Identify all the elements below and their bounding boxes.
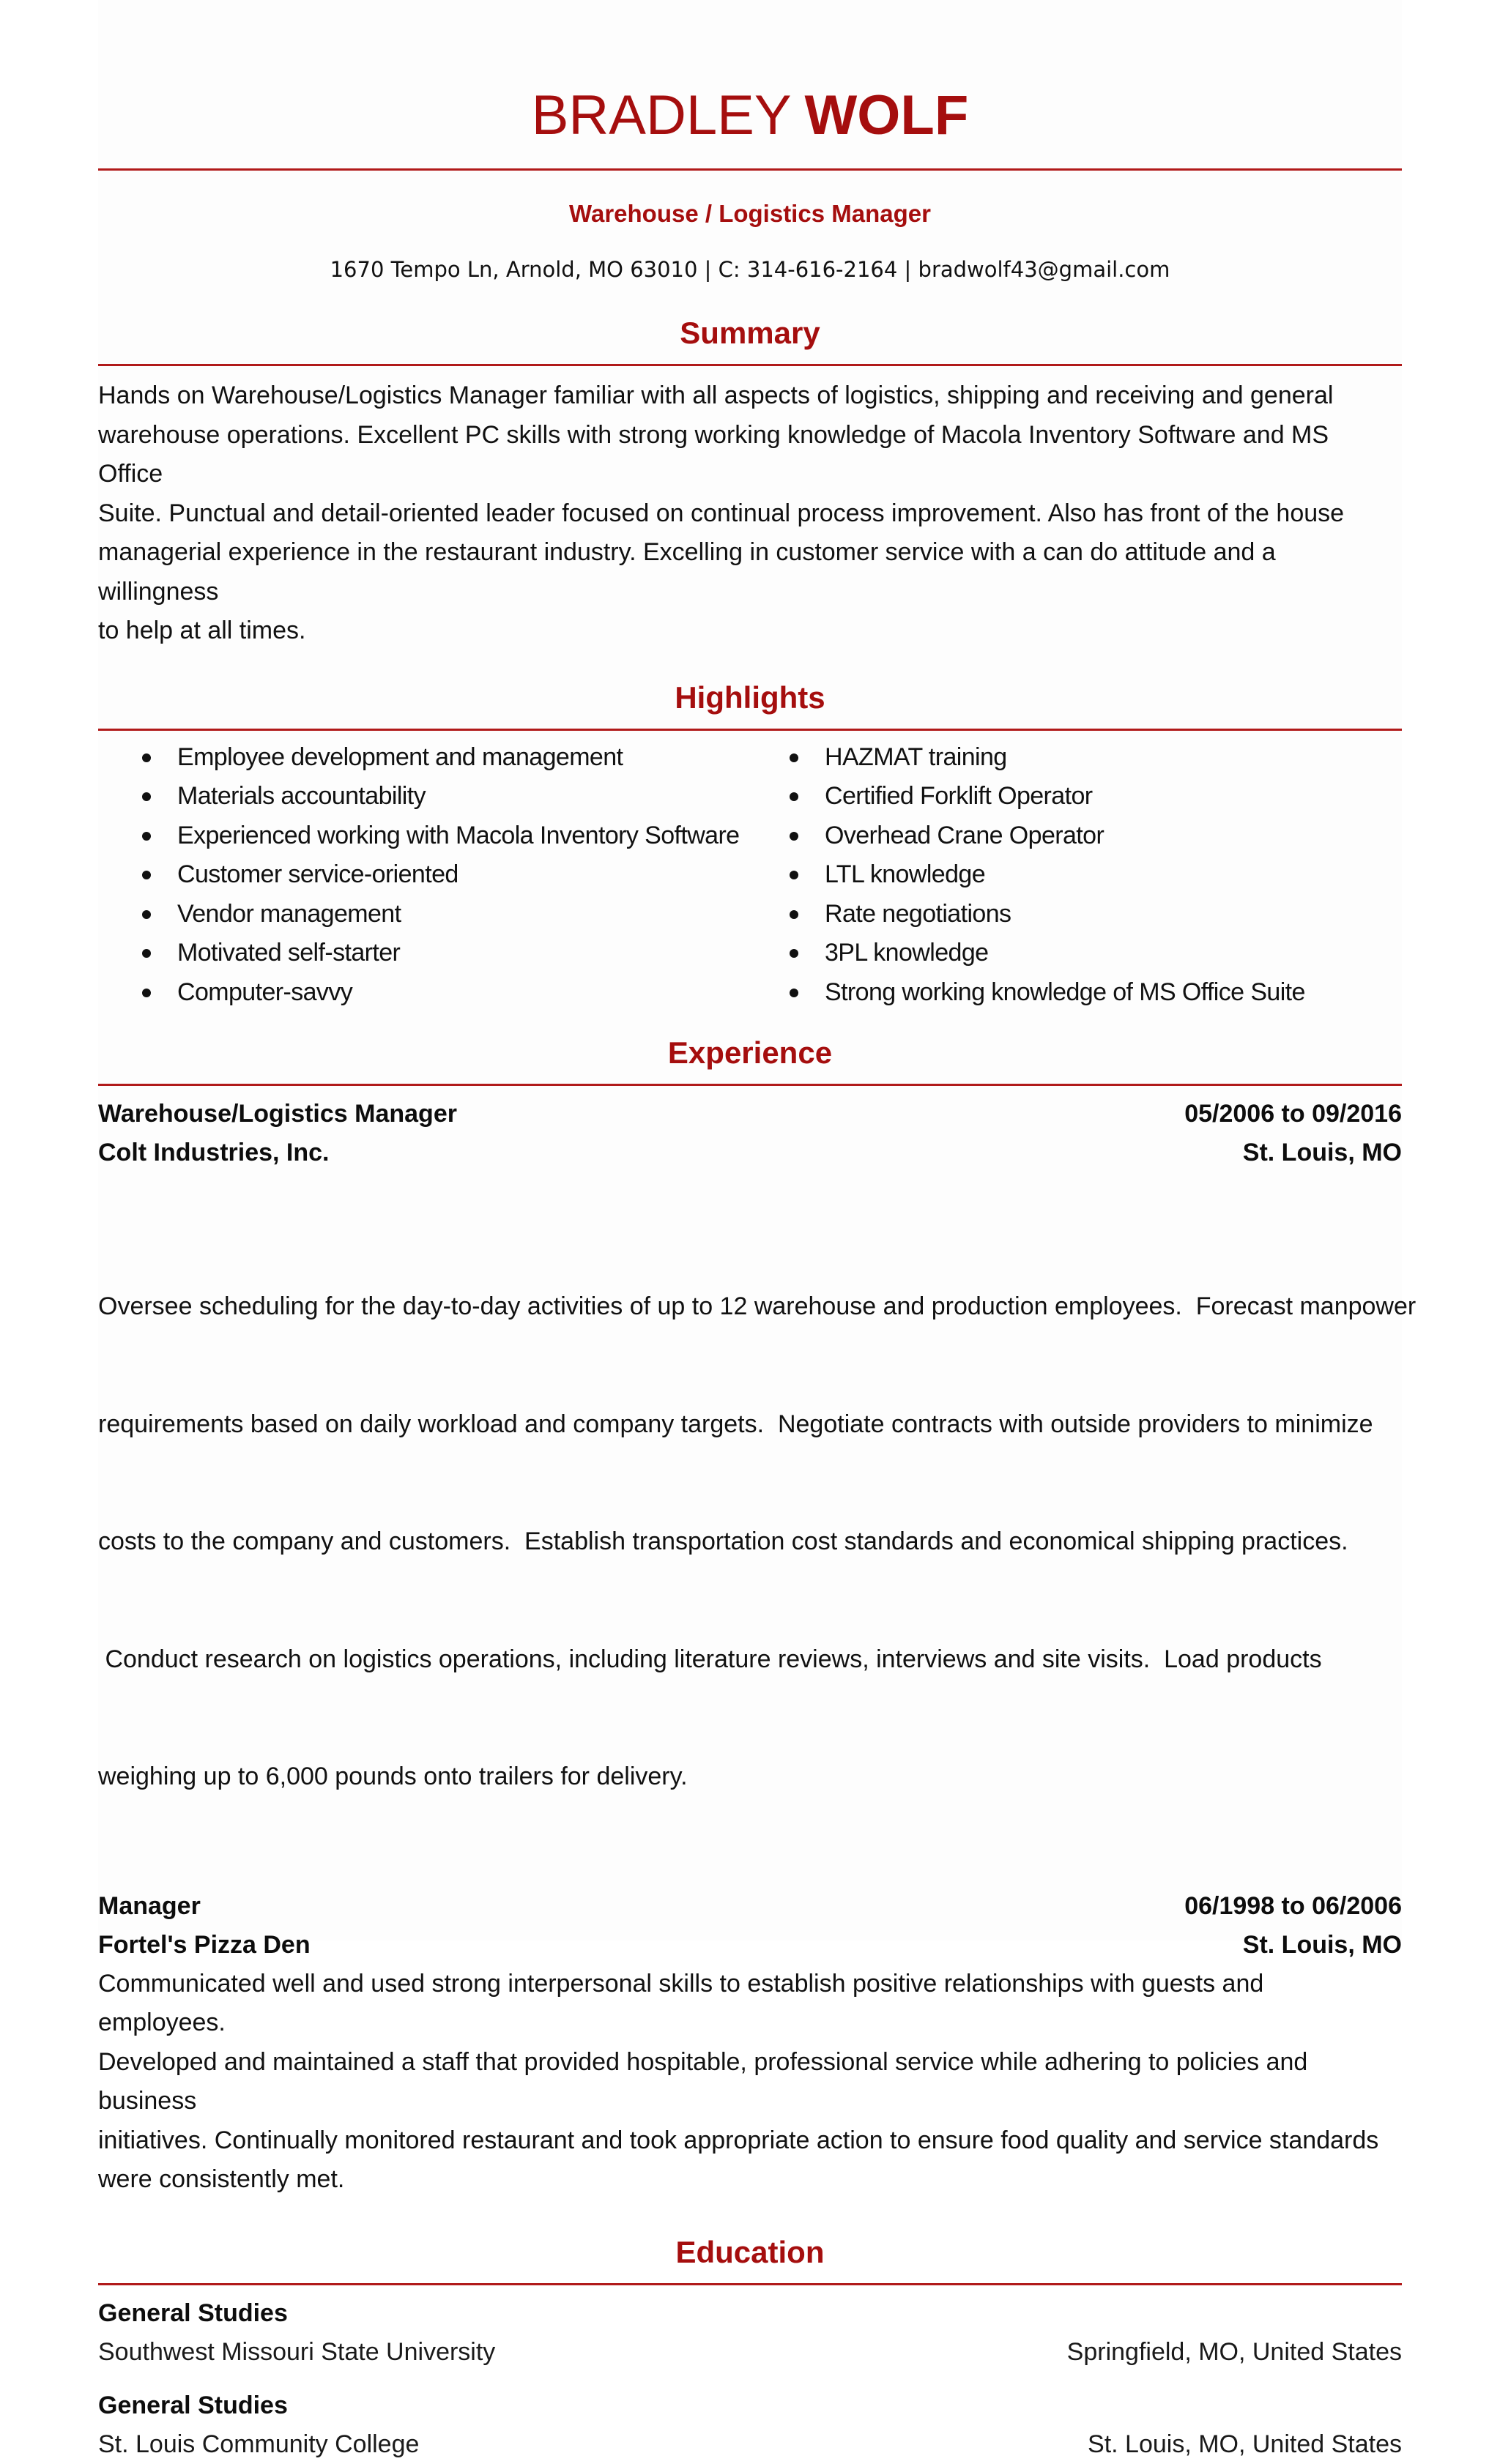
job-description-line: initiatives. Continually monitored restaurant and took appropriate action to ensure food quality and service standards — [98, 2126, 1379, 2154]
education-location: Springfield, MO, United States — [1066, 2337, 1402, 2366]
highlight-item: Certified Forklift Operator — [790, 777, 1402, 816]
highlight-item: Vendor management — [142, 895, 750, 934]
header-divider — [98, 168, 1402, 171]
education-degree: General Studies — [98, 2299, 288, 2327]
summary-line: to help at all times. — [98, 617, 306, 644]
highlight-item: Computer-savvy — [142, 973, 750, 1013]
last-name: WOLF — [804, 84, 969, 146]
highlights-heading: Highlights — [675, 680, 825, 715]
summary-line: Hands on Warehouse/Logistics Manager familiar with all aspects of logistics, shipping and receiving and general — [98, 381, 1334, 409]
summary-line: managerial experience in the restaurant industry. Excelling in customer service with a can do attitude and a willingness — [98, 538, 1276, 606]
highlight-item: LTL knowledge — [790, 855, 1402, 895]
education-school-row — [98, 2333, 1402, 2372]
education-school: Southwest Missouri State University — [98, 2337, 496, 2366]
job-description — [98, 1209, 1417, 1875]
job-position: Warehouse/Logistics Manager — [98, 1100, 457, 1128]
education-section — [98, 2233, 1402, 2464]
job-title: Warehouse / Logistics Manager — [569, 200, 931, 227]
summary-text — [98, 376, 1402, 651]
job-description-line: Conduct research on logistics operations, including literature reviews, interviews and site visits. Load products — [98, 1645, 1322, 1673]
experience-section — [98, 1034, 1417, 2200]
education-location: St. Louis, MO, United States — [1088, 2430, 1402, 2458]
job-entry — [98, 1095, 1417, 1875]
education-school: St. Louis Community College — [98, 2430, 420, 2458]
education-divider — [98, 2283, 1402, 2285]
highlights-left-list — [98, 738, 750, 1013]
education-degree: General Studies — [98, 2391, 288, 2419]
job-company-row — [98, 1926, 1402, 1965]
job-company: Colt Industries, Inc. — [98, 1139, 330, 1166]
job-description — [98, 1965, 1402, 2200]
job-dates: 06/1998 to 06/2006 — [1184, 1891, 1402, 1920]
job-description-line: Communicated well and used strong interpersonal skills to establish positive relationships with guests and employees. — [98, 1969, 1264, 2036]
highlight-item: 3PL knowledge — [790, 934, 1402, 973]
first-name: BRADLEY — [531, 84, 792, 146]
summary-line: Suite. Punctual and detail-oriented leader focused on continual process improvement. Also has front of the house — [98, 499, 1345, 527]
highlight-item: Overhead Crane Operator — [790, 816, 1402, 856]
job-dates: 05/2006 to 09/2016 — [1184, 1100, 1402, 1128]
education-heading: Education — [675, 2234, 825, 2269]
job-description-line: costs to the company and customers. Establish transportation cost standards and economical shipping practices. — [98, 1527, 1348, 1555]
highlight-item: HAZMAT training — [790, 738, 1402, 778]
summary-section — [98, 314, 1402, 651]
highlights-divider — [98, 729, 1402, 731]
highlight-item: Customer service-oriented — [142, 855, 750, 895]
job-header-row — [98, 1887, 1402, 1926]
resume-header — [98, 0, 1402, 149]
highlight-item: Materials accountability — [142, 777, 750, 816]
education-school-row — [98, 2425, 1402, 2464]
job-company: Fortel's Pizza Den — [98, 1930, 311, 1959]
highlights-section — [98, 679, 1402, 1013]
job-entry — [98, 1887, 1402, 2200]
candidate-name — [98, 82, 1402, 149]
job-description-line: requirements based on daily workload and company targets. Negotiate contracts with outside providers to minimize — [98, 1410, 1373, 1438]
job-company-row — [98, 1134, 1402, 1172]
education-entry — [98, 2294, 1402, 2372]
experience-divider — [98, 1084, 1402, 1086]
job-description-line: Oversee scheduling for the day-to-day activities of up to 12 warehouse and production employees. Forecast manpower — [98, 1292, 1417, 1320]
highlights-right-list — [750, 738, 1402, 1013]
job-position: Manager — [98, 1891, 201, 1920]
summary-divider — [98, 364, 1402, 366]
resume-content — [98, 0, 1417, 2458]
contact-info: 1670 Tempo Ln, Arnold, MO 63010 | C: 314-616-2164 | bradwolf43@gmail.com — [330, 257, 1170, 282]
highlights-columns — [98, 738, 1402, 1013]
highlight-item: Employee development and management — [142, 738, 750, 778]
highlight-item: Experienced working with Macola Inventory Software — [142, 816, 750, 856]
summary-heading: Summary — [680, 316, 820, 350]
job-header-row — [98, 1095, 1402, 1134]
job-location: St. Louis, MO — [1242, 1930, 1402, 1959]
highlight-item: Motivated self-starter — [142, 934, 750, 973]
highlight-item: Strong working knowledge of MS Office Suite — [790, 973, 1402, 1013]
education-degree-row — [98, 2294, 1402, 2333]
highlight-item: Rate negotiations — [790, 895, 1402, 934]
job-location: St. Louis, MO — [1242, 1139, 1402, 1166]
job-description-line: weighing up to 6,000 pounds onto trailers for delivery. — [98, 1763, 688, 1790]
summary-line: warehouse operations. Excellent PC skills with strong working knowledge of Macola Inventory Software and MS Office — [98, 420, 1329, 488]
education-entry — [98, 2386, 1402, 2464]
experience-heading: Experience — [667, 1035, 833, 1070]
education-degree-row — [98, 2386, 1402, 2425]
job-description-line: Developed and maintained a staff that provided hospitable, professional service while adhering to policies and business — [98, 2047, 1308, 2115]
job-description-line: were consistently met. — [98, 2165, 345, 2193]
